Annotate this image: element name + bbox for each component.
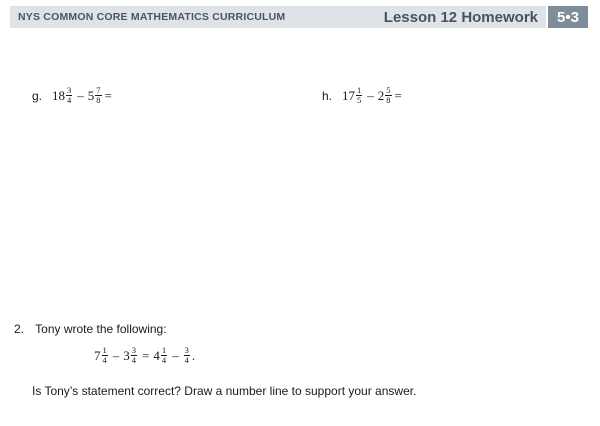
denominator: 4 <box>184 355 189 365</box>
fraction <box>161 346 167 365</box>
denominator: 4 <box>102 355 107 365</box>
page-header <box>10 6 588 28</box>
fraction <box>356 86 362 105</box>
problem-label: g. <box>32 88 43 103</box>
problem-label: h. <box>322 88 333 103</box>
numerator: 3 <box>67 85 72 95</box>
question-2-prompt: Is Tony’s statement correct? Draw a number line to support your answer. <box>32 384 417 398</box>
numerator: 3 <box>184 345 189 355</box>
whole-number: 18 <box>52 87 66 103</box>
curriculum-title: NYS COMMON CORE MATHEMATICS CURRICULUM <box>18 11 286 23</box>
whole-number: 7 <box>94 347 101 363</box>
numerator: 1 <box>161 345 167 355</box>
equals-sign: = <box>104 87 112 103</box>
problem-g <box>32 86 116 105</box>
minus-sign: – <box>77 87 84 103</box>
denominator: 4 <box>131 355 136 365</box>
fraction <box>102 346 108 365</box>
whole-number: 5 <box>87 87 95 103</box>
period: . <box>191 347 196 363</box>
numerator: 1 <box>102 345 107 355</box>
minus-sign: – <box>172 347 179 363</box>
tony-equation <box>94 346 195 365</box>
fraction <box>184 346 190 365</box>
minus-sign: – <box>367 87 374 103</box>
fraction <box>66 86 72 105</box>
question-number: 2. <box>14 322 25 336</box>
denominator: 5 <box>357 95 362 105</box>
problem-h <box>322 86 406 105</box>
lesson-group <box>384 6 588 28</box>
module-badge: 5•3 <box>546 6 588 28</box>
numerator: 5 <box>386 85 391 95</box>
denominator: 4 <box>161 355 167 365</box>
question-2-intro <box>14 322 167 336</box>
whole-number: 4 <box>153 347 160 363</box>
numerator: 3 <box>131 345 136 355</box>
fraction <box>95 86 101 105</box>
equals-sign: = <box>142 347 150 363</box>
numerator: 7 <box>96 85 101 95</box>
question-intro-text: Tony wrote the following: <box>35 322 167 336</box>
equals-sign: = <box>394 87 402 103</box>
whole-number: 3 <box>123 347 130 363</box>
fraction <box>131 346 137 365</box>
whole-number: 17 <box>342 87 356 103</box>
denominator: 4 <box>67 95 72 105</box>
whole-number: 2 <box>377 87 385 103</box>
denominator: 8 <box>96 95 101 105</box>
denominator: 8 <box>386 95 391 105</box>
lesson-title: Lesson 12 Homework <box>383 8 538 26</box>
minus-sign: – <box>112 347 120 363</box>
fraction <box>385 86 391 105</box>
numerator: 1 <box>357 85 362 95</box>
